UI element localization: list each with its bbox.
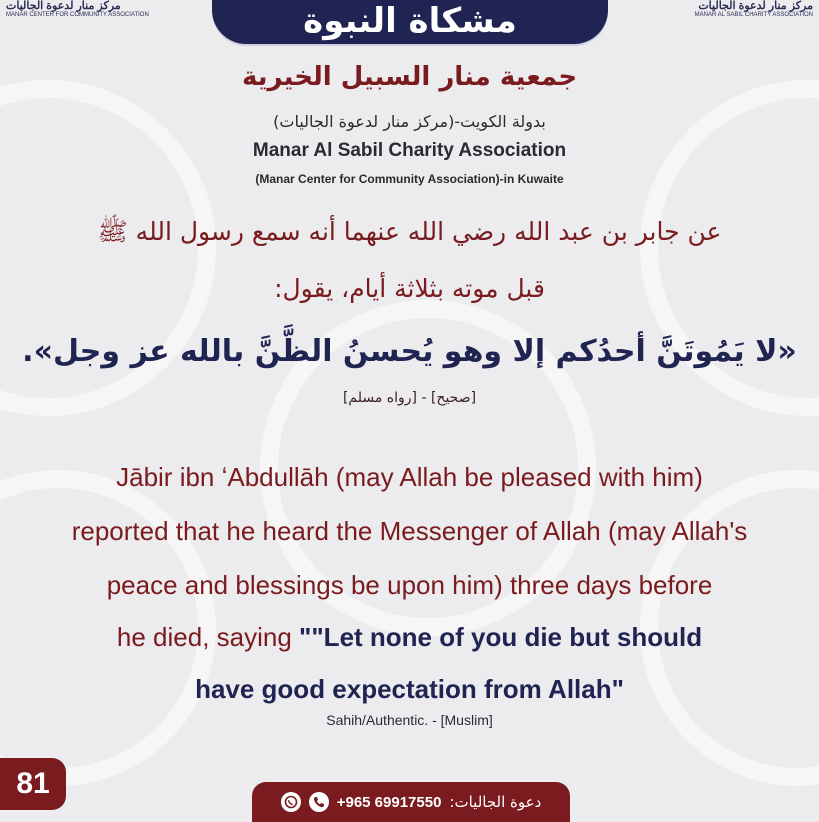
header-title: مشكاة النبوة — [303, 1, 517, 41]
hadith-english-line2: reported that he heard the Messenger of Allah (may Allah's — [71, 516, 748, 546]
organization-name-arabic: جمعية منار السبيل الخيرية — [241, 62, 578, 92]
organization-subtitle-english: (Manar Center for Community Association)-in Kuwaite — [255, 172, 564, 186]
left-logo — [6, 0, 149, 19]
header-title-tab — [212, 0, 608, 44]
hadith-english-quote-start: ""Let none of you die but should — [299, 622, 703, 652]
contact-label: دعوة الجاليات: — [449, 793, 542, 811]
hadith-english-quote-end: have good expectation from Allah" — [195, 674, 624, 704]
contact-phone-number[interactable]: +965 69917550 — [336, 793, 442, 811]
right-logo-english: MANAR AL SABIL CHARITY ASSOCIATION — [694, 12, 813, 19]
right-logo — [695, 0, 813, 19]
hadith-english-line4 — [0, 622, 819, 653]
left-logo-english: MANAR CENTER FOR COMMUNITY ASSOCIATION — [6, 12, 149, 19]
organization-name-english: Manar Al Sabil Charity Association — [252, 140, 567, 161]
left-logo-arabic: مركز منار لدعوة الجاليات — [6, 0, 121, 12]
organization-subtitle-arabic: (مركز منار لدعوة الجاليات)-بدولة الكويت — [273, 112, 546, 131]
hadith-english-source: Sahih/Authentic. - [Muslim] — [326, 712, 493, 728]
hadith-arabic-line1: عن جابر بن عبد الله رضي الله عنهما أنه سمع رسول الله ﷺ — [97, 217, 722, 246]
phone-icon — [309, 792, 329, 812]
hadith-english-line1: Jābir ibn ʻAbdullāh (may Allah be pleased with him) — [116, 462, 703, 492]
page-number: 81 — [16, 767, 50, 800]
hadith-arabic-line2: قبل موته بثلاثة أيام، يقول: — [274, 274, 545, 303]
hadith-english-line4-prefix: he died, saying — [116, 622, 300, 652]
page-number-badge — [0, 758, 66, 810]
whatsapp-icon — [281, 792, 301, 812]
right-logo-arabic: مركز منار لدعوة الجاليات — [698, 0, 813, 12]
hadith-english-line3: peace and blessings be upon him) three days before — [106, 570, 713, 600]
hadith-arabic-source: [صحيح] - [رواه مسلم] — [342, 390, 477, 406]
contact-bar — [252, 782, 570, 822]
hadith-arabic-quote: «لا يَمُوتَنَّ أحدُكم إلا وهو يُحسنُ الظَّنَّ بالله عز وجل». — [22, 334, 797, 369]
